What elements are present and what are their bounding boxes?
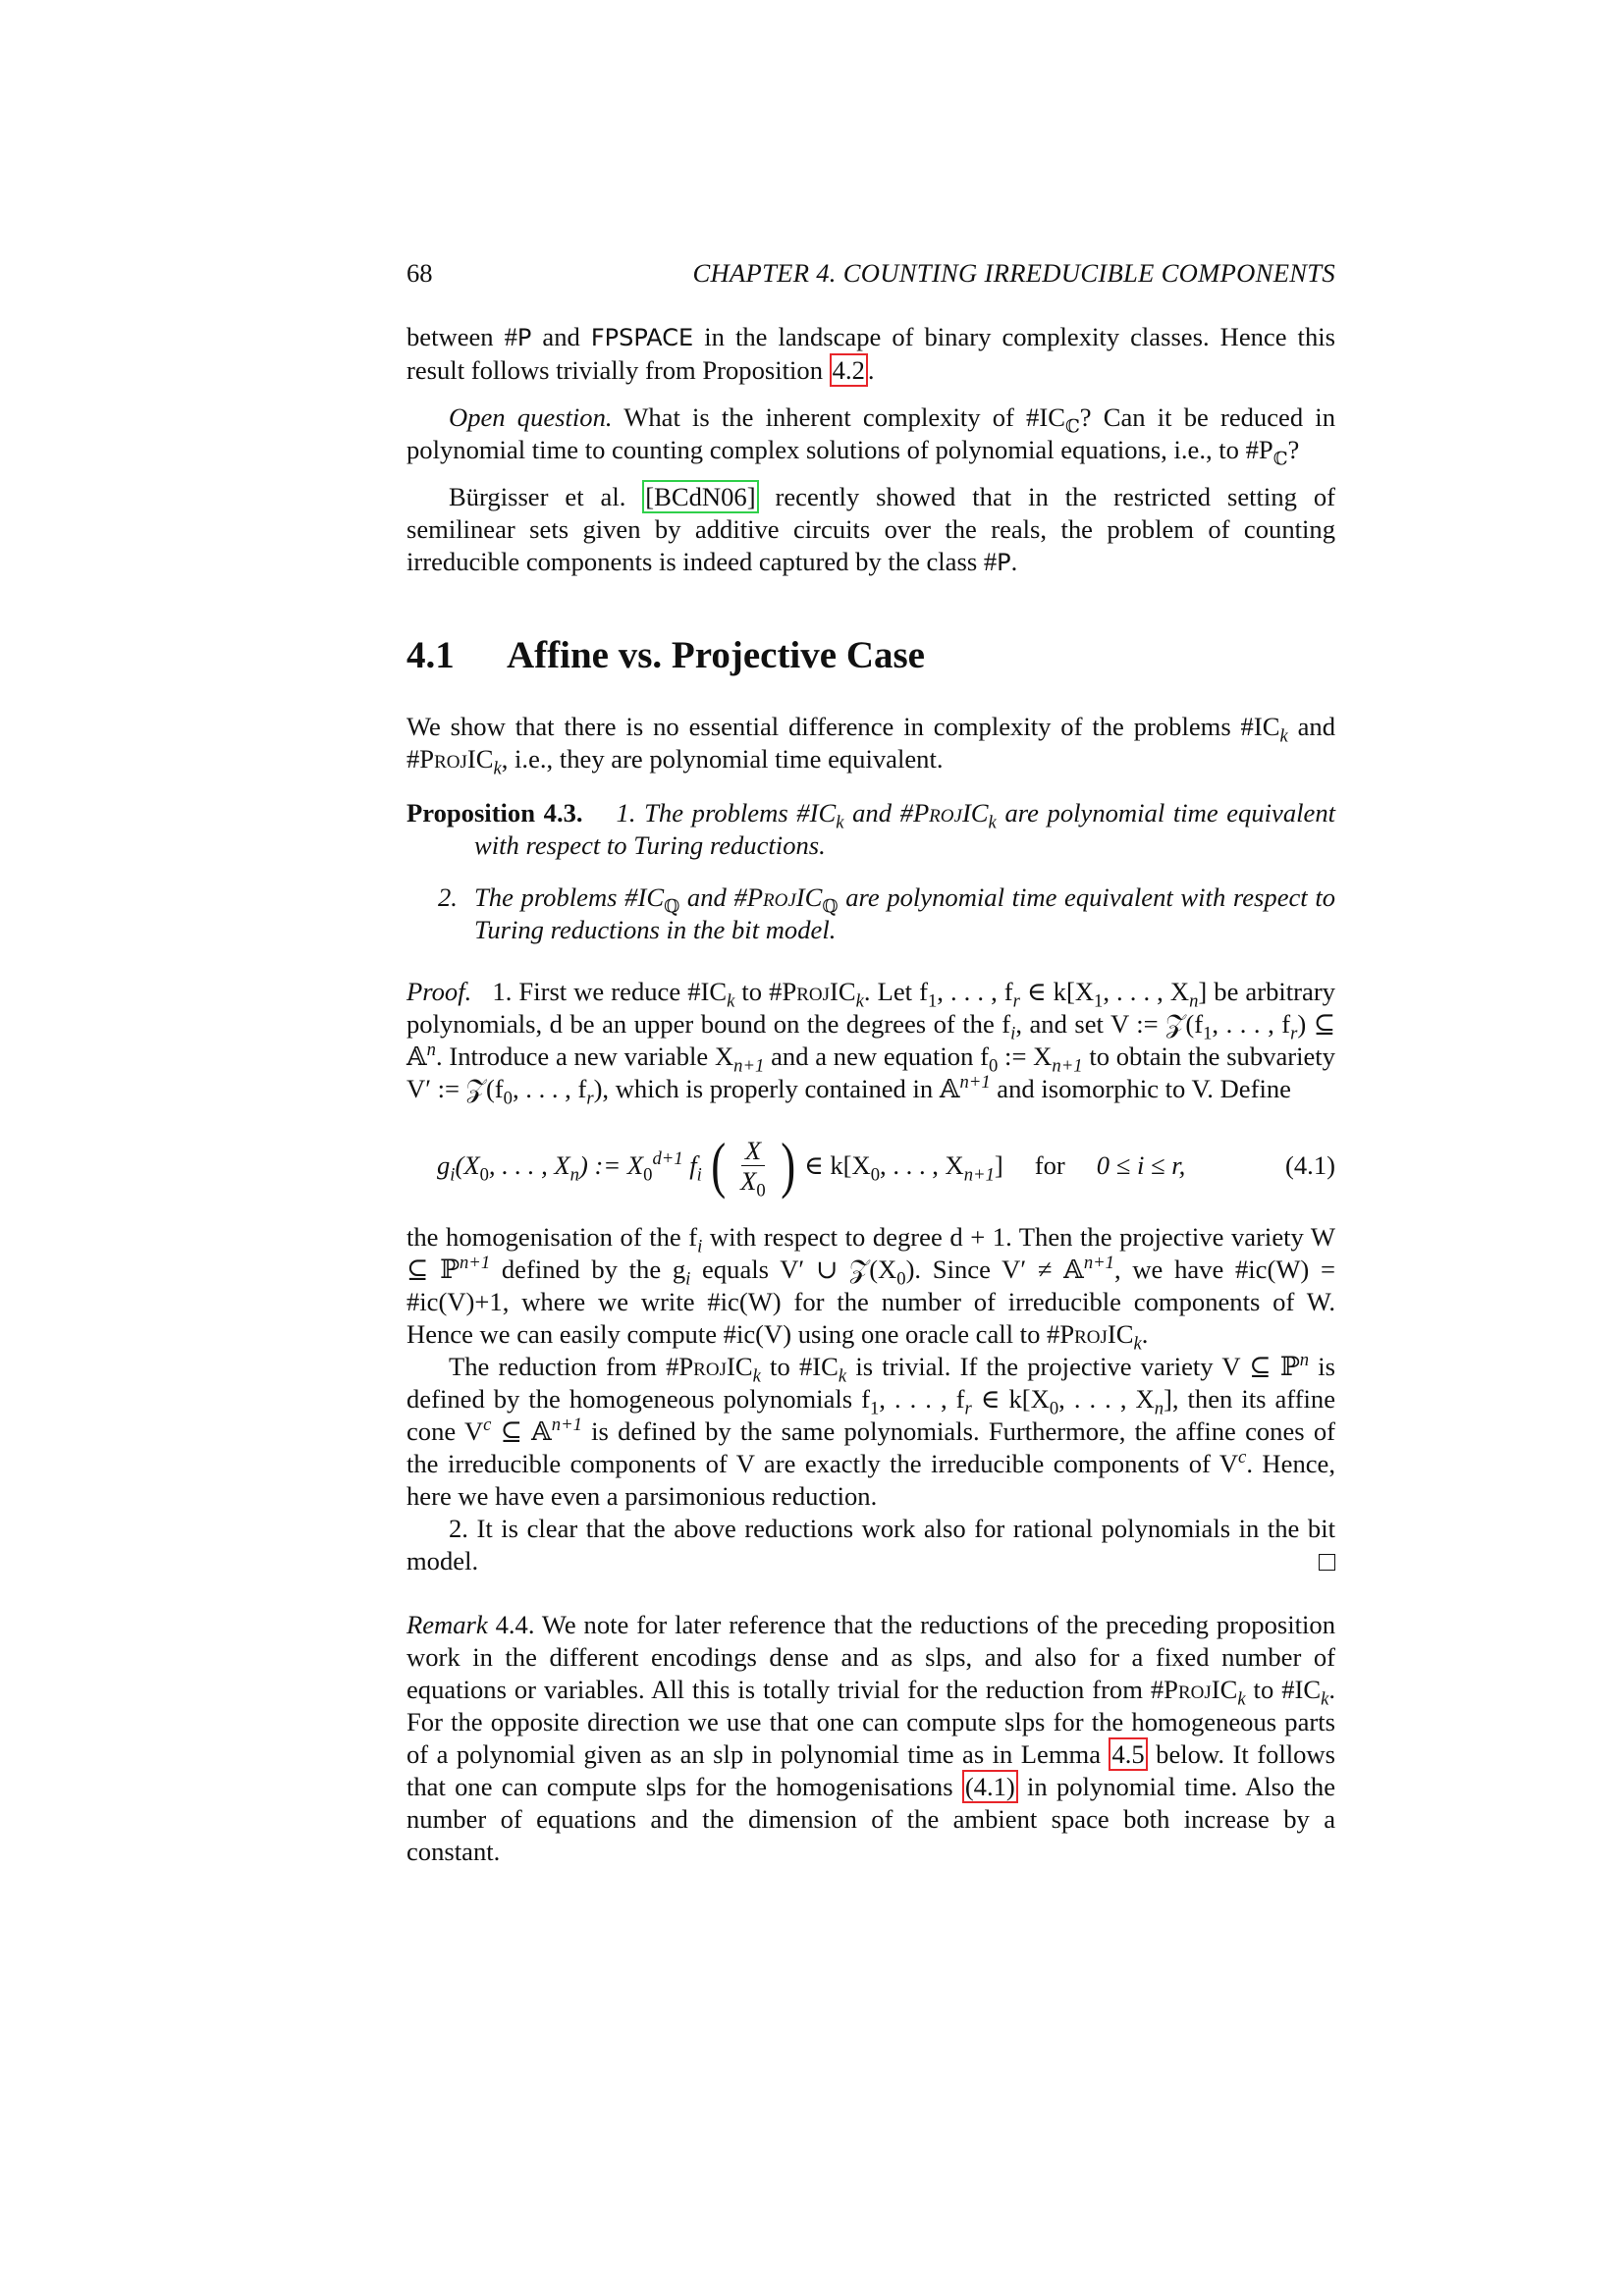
running-header bbox=[406, 257, 1335, 290]
proposition-item-1: Proposition 4.3. 1. The problems $\#IC_k$ and #ProjIC$_k$ are polynomial time equivalent with respect to Turing reductions. bbox=[406, 798, 1336, 860]
remark-4-4: Remark 4.4. We note for later reference that the reductions of the preceding proposition work in the different encodings dense and as slps, and also for a fixed number of equations or variables. All this is totally trivial for the reduction from #ProjIC$_k$ to $\#IC_k$. For the opposite direction we use that one can compute slps for the homogeneous parts of a polynomial given as an slp in polynomial time as in Lemma 4.5 below. It follows that one can compute slps for the homogenisations (4.1) in polynomial time. Also the number of equations and the dimension of the ambient space both increase by a constant. bbox=[406, 1610, 1336, 1866]
proof-label: Proof. bbox=[406, 977, 472, 1006]
section-intro: We show that there is no essential difference in complexity of the problems $\#IC_k$ and #ProjIC$_k$, i.e., they are polynomial time equivalent. bbox=[406, 712, 1335, 779]
remark-label: Remark bbox=[406, 1610, 488, 1639]
page bbox=[406, 257, 1335, 1868]
left-paren: ( bbox=[711, 1130, 726, 1200]
equation-4-1 bbox=[406, 1127, 1335, 1203]
proposition-item-2: 2. The problems $\#IC_ℚ$ and #ProjIC$_ℚ$ are polynomial time equivalent with respect to Turing reductions in the bit model. bbox=[438, 882, 1336, 944]
equation-number: (4.1) bbox=[1285, 1149, 1335, 1180]
intro-paragraph-1: between #P and FPSPACE in the landscape of binary complexity classes. Hence this result follows trivially from Proposition 4.2 . bbox=[406, 322, 1335, 385]
open-question-paragraph: Open question. What is the inherent complexity of $\#IC_ℂ$? Can it be reduced in polynomial time to counting complex solutions of polynomial equations, i.e., to $\#P_ℂ$? bbox=[406, 402, 1335, 470]
section-number: 4.1 bbox=[406, 634, 455, 676]
proof-paragraph-2: the homogenisation of the $f_i$ with respect to degree d + 1. Then the projective variety W ⊆ ℙ$^{n+1}$ defined by the $g_i$ equals V′ ∪ $𝒵(X_0)$. Since V′ ≠ 𝔸$^{n+1}$, we have #ic(W) = #ic(V)+1, where we write #ic(W) for the number of irreducible components of W. Hence we can easily compute #ic(V) using one oracle call to #ProjIC$_k$. bbox=[406, 1222, 1336, 1355]
ref-lemma-4-5[interactable]: 4.5 bbox=[1109, 1737, 1147, 1771]
ref-proposition-4-2[interactable]: 4.2 bbox=[830, 353, 868, 387]
page-number: 68 bbox=[406, 258, 433, 288]
proof-paragraph-1: Proof. 1. First we reduce $\#IC_k$ to #ProjIC$_k$. Let $f_1$, . . . , $f_r$ ∈ $k[X_1$, . . . , $X_n$] be arbitrary polynomials, d be an upper bound on the degrees of the $f_i$, and set V := $𝒵(f_1$, . . . , $f_r$) ⊆ 𝔸$^n$. Introduce a new variable $X_{n+1}$ and a new equation $f_0$ := $X_{n+1}$ to obtain the subvariety V′ := $𝒵(f_0$, . . . , $f_r$), which is properly contained in 𝔸$^{n+1}$ and isomorphic to V. Define bbox=[406, 977, 1335, 1109]
qed-box-icon bbox=[1319, 1554, 1335, 1571]
right-paren: ) bbox=[780, 1130, 795, 1200]
proof-paragraph-3: The reduction from #ProjIC$_k$ to $\#IC_k$ is trivial. If the projective variety V ⊆ ℙ$^n$ is defined by the homogeneous polynomials $f_1$, . . . , $f_r$ ∈ $k[X_0$, . . . , $X_n$], then its affine cone $V^c$ ⊆ 𝔸$^{n+1}$ is defined by the same polynomials. Furthermore, the affine cones of the irreducible components of V are exactly the irreducible components of $V^c$. Hence, here we have even a parsimonious reduction. bbox=[406, 1350, 1336, 1511]
fraction: $\frac{X}{X_0}$ bbox=[740, 1135, 766, 1201]
section-heading bbox=[406, 634, 1335, 677]
citation-bcdn06[interactable]: [BCdN06] bbox=[642, 480, 758, 513]
equation-body: $g_i(X_0$, . . . , $X_n$) := $X_0^{d+1}$ $f_i$ ( $\frac{X}{X_0}$ ) ∈ $k[X_0$, . . . , $X_{n+1}$] for 0 ≤ i ≤ r, bbox=[437, 1130, 1186, 1201]
section-title: Affine vs. Projective Case bbox=[507, 634, 925, 676]
intro-paragraph-3: Bürgisser et al. [BCdN06] recently showed that in the restricted setting of semilinear sets given by additive circuits over the reals, the problem of counting irreducible components is indeed captured by the class #P. bbox=[406, 482, 1335, 576]
proposition-label: Proposition 4.3. bbox=[406, 798, 583, 828]
proof-paragraph-4: 2. It is clear that the above reductions work also for rational polynomials in the bit model. bbox=[406, 1514, 1335, 1575]
running-title: CHAPTER 4. COUNTING IRREDUCIBLE COMPONENTS bbox=[692, 258, 1335, 288]
ref-equation-4-1[interactable]: (4.1) bbox=[962, 1770, 1018, 1803]
